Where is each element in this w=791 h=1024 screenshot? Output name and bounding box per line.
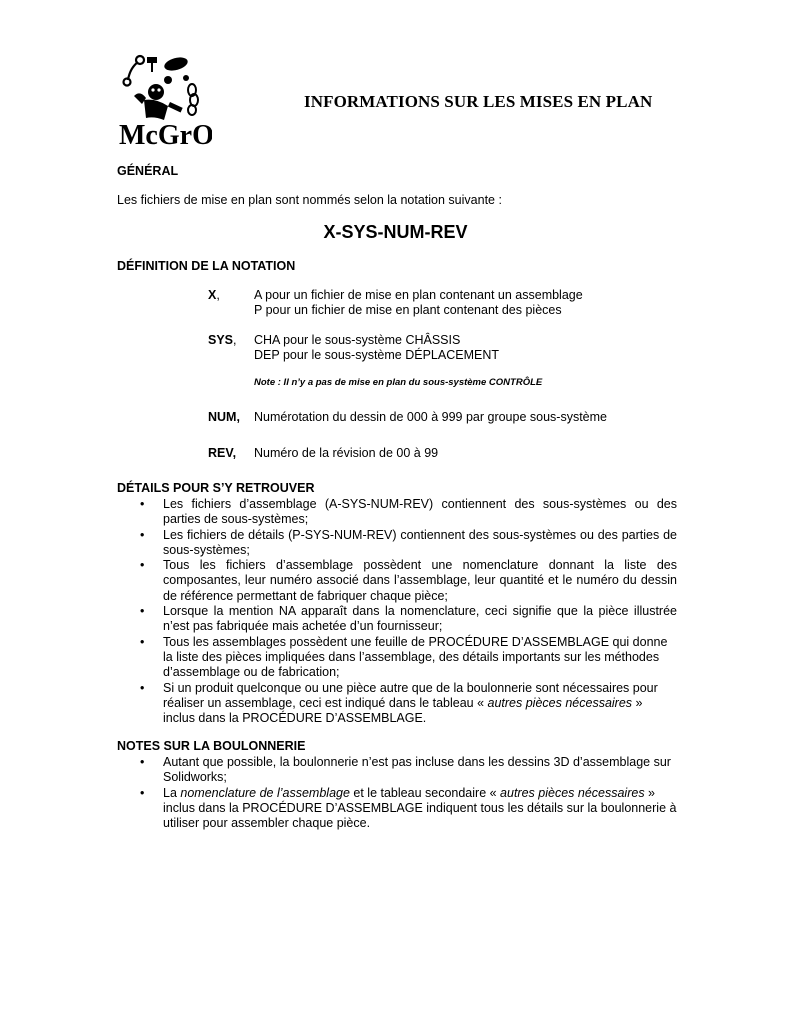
def-num-line-1: Numérotation du dessin de 000 à 999 par groupe sous-système [254, 410, 607, 424]
def-key-rev: REV, [208, 446, 237, 460]
bolts-list [137, 755, 677, 831]
def-x-line-2: P pour un fichier de mise en plant contenant des pièces [254, 303, 562, 317]
def-key-sys: SYS, [208, 333, 237, 347]
list-item: • Les fichiers d’assemblage (A-SYS-NUM-REV) contiennent des sous-systèmes ou des parties de sous-systèmes; [137, 497, 677, 528]
mcgro-logo [116, 50, 212, 150]
list-item: • La nomenclature de l’assemblage et le tableau secondaire « autres pièces nécessaires » inclus dans la PROCÉDURE D’ASSEMBLAGE indiquent tous les détails sur la boulonnerie à utiliser pour assembler chaque pièce. [137, 786, 677, 832]
list-item: • Les fichiers de détails (P-SYS-NUM-REV) contiennent des sous-systèmes ou des parties de sous-systèmes; [137, 528, 677, 559]
controle-note: Note : Il n’y a pas de mise en plan du sous-système CONTRÔLE [254, 377, 543, 388]
section-heading-definition: DÉFINITION DE LA NOTATION [117, 259, 296, 273]
def-sys-line-1: CHA pour le sous-système CHÂSSIS [254, 333, 461, 347]
def-x-line-1: A pour un fichier de mise en plan contenant un assemblage [254, 288, 583, 302]
notation-pattern: X-SYS-NUM-REV [323, 222, 468, 242]
list-item: • Autant que possible, la boulonnerie n’est pas incluse dans les dessins 3D d’assemblage sur Solidworks; [137, 755, 677, 786]
general-intro: Les fichiers de mise en plan sont nommés selon la notation suivante : [117, 193, 502, 207]
section-heading-bolts: NOTES SUR LA BOULONNERIE [117, 739, 306, 753]
section-heading-general: GÉNÉRAL [117, 164, 179, 178]
list-item: • Tous les fichiers d’assemblage possèdent une nomenclature donnant la liste des composantes, leur numéro associé dans l’assemblage, leur quantité et le numéro du dessin de référence permettant de fabriquer chaque pièce; [137, 558, 677, 604]
details-list [137, 497, 677, 726]
document-title: INFORMATIONS SUR LES MISES EN PLAN [304, 92, 653, 111]
def-rev-line-1: Numéro de la révision de 00 à 99 [254, 446, 439, 460]
def-key-x: X, [208, 288, 220, 302]
def-key-num: NUM, [208, 410, 240, 424]
list-item: • Tous les assemblages possèdent une feuille de PROCÉDURE D’ASSEMBLAGE qui donne la liste des pièces impliquées dans l’assemblage, des détails importants sur les méthodes d’assemblage ou de fabrication; [137, 635, 677, 681]
list-item: • Si un produit quelconque ou une pièce autre que de la boulonnerie sont nécessaires pour réaliser un assemblage, ceci est indiqué dans le tableau « autres pièces nécessaires » inclus dans la PROCÉDURE D’ASSEMBLAGE. [137, 681, 677, 727]
mascot-illustration [116, 50, 212, 150]
list-item: • Lorsque la mention NA apparaît dans la nomenclature, ceci signifie que la pièce illustrée n’est pas fabriquée mais achetée d’un fournisseur; [137, 604, 677, 635]
def-sys-line-2: DEP pour le sous-système DÉPLACEMENT [254, 348, 499, 362]
logo-text: McGrO [119, 120, 212, 150]
section-heading-details: DÉTAILS POUR S’Y RETROUVER [117, 481, 315, 495]
